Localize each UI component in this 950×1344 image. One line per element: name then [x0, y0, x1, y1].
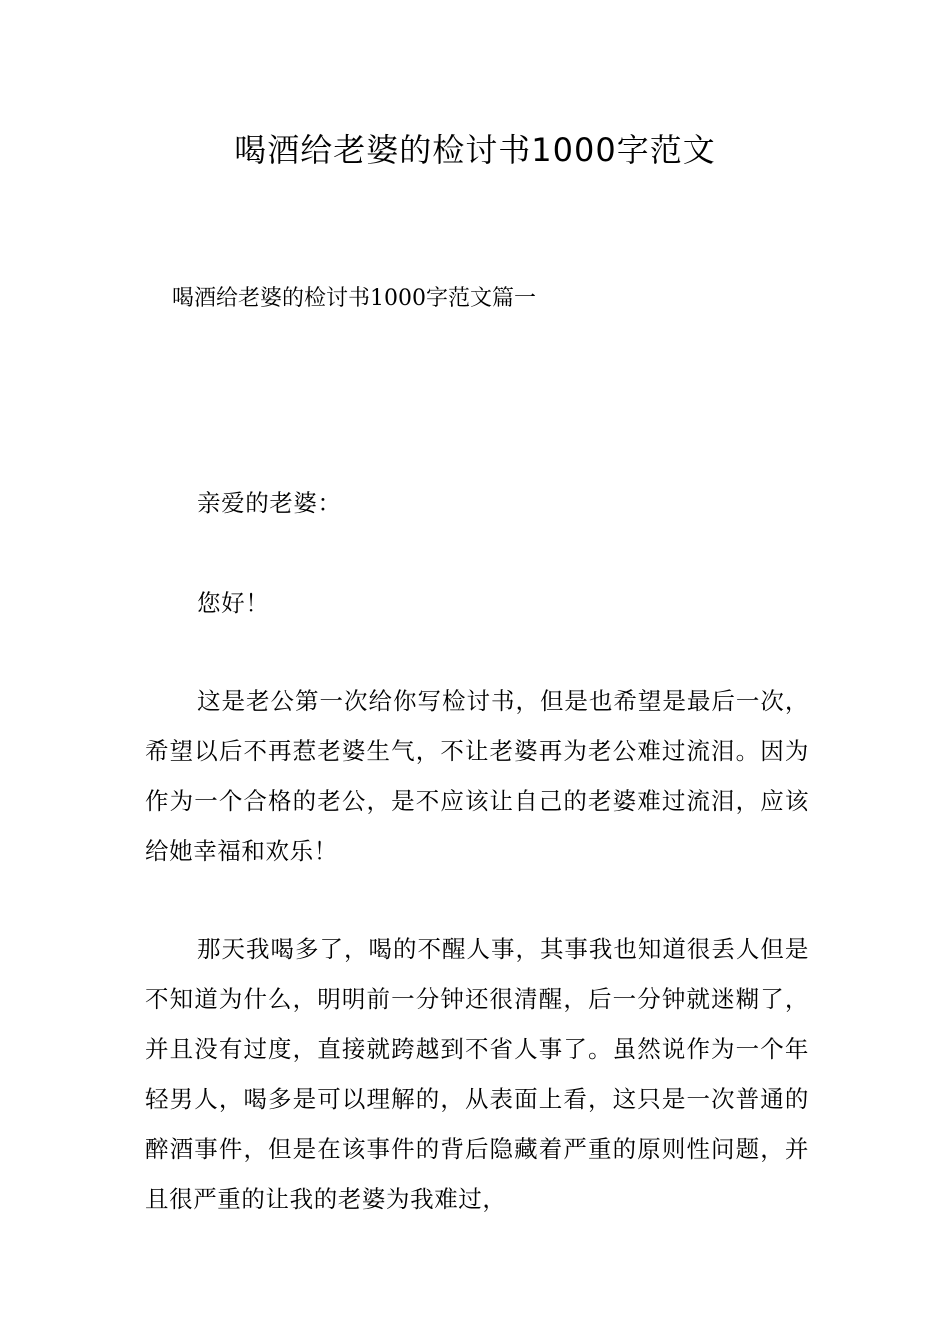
body-paragraph-1: 这是老公第一次给你写检讨书，但是也希望是最后一次，希望以后不再惹老婆生气，不让老婆再为老公难过流泪。因为作为一个合格的老公，是不应该让自己的老婆难过流泪，应该给她幸福和欢乐！ [145, 687, 809, 865]
greeting-paragraph: 亲爱的老婆： [197, 489, 342, 517]
body-paragraph-2: 那天我喝多了，喝的不醒人事，其事我也知道很丢人但是不知道为什么，明明前一分钟还很清醒，后一分钟就迷糊了，并且没有过度，直接就跨越到不省人事了。虽然说作为一个年轻男人，喝多是可以理解的，从表面上看，这只是一次普通的醉酒事件，但是在该事件的背后隐藏着严重的原则性问题，并且很严重的让我的老婆为我难过， [145, 935, 809, 1213]
document-title: 喝酒给老婆的检讨书1000字范文 [234, 131, 716, 169]
hello-paragraph: 您好！ [197, 589, 270, 617]
section-heading: 喝酒给老婆的检讨书1000字范文篇一 [172, 286, 536, 311]
